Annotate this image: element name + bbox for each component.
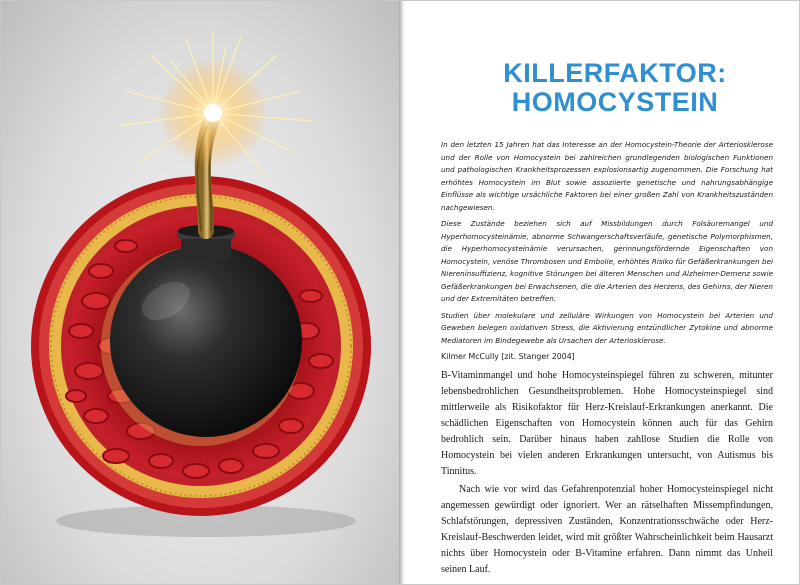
bomb	[110, 245, 302, 437]
body-paragraph: Nach wie vor wird das Gefahrenpotenzial hoher Homocysteinspiegel nicht angemessen gewürdigt oder ignoriert. Wer an rätselhaften Missempfindungen, Schlafstörungen, depressiven Zuständen, Konzentrationsschwäche oder Herz-Kreislauf-Beschwerden leidet, wird mit größter Wahrscheinlichkeit beim Hausarzt nichts über Homocystein oder B-Vitamine erfahren. Dann nimmt das Unheil seinen Lauf.	[441, 484, 773, 575]
body-paragraph: B-Vitaminmangel und hohe Homocysteinspiegel führen zu schweren, mitunter lebensbedrohlichen Gesundheitsproblemen. Hohe Homocysteinspiegel sind mittlerweile als Risikofaktor für Herz-Kreislauf-Erkrankungen anerkannt. Die schädlichen Eigenschaften von Homocystein können auch für das Gehirn bedrohlich sein. Darüber hinaus haben zahllose Studien die Rolle von Homocystein bei vielen anderen Erkrankungen untersucht, von Autismus bis Tinnitus.	[441, 370, 773, 477]
body-text	[441, 368, 773, 578]
intro-paragraph: In den letzten 15 Jahren hat das Interesse an der Homocystein-Theorie der Arteriosklerose und der Rolle von Homocystein bei zahlreichen grundlegenden biologischen Funktionen und pathologischen Krankheitsprozessen explosionsartig zugenommen. Die Forschung hat erhöhtes Homocystein im Blut sowie assoziierte genetische und nahrungsabhängige Einflüsse als wichtige ursächliche Faktoren bei einer großen Zahl von Krankheitszuständen nachgewiesen.	[441, 140, 773, 212]
title-line-2: HOMOCYSTEIN	[511, 87, 719, 117]
intro-citation: Kilmer McCully [zit. Stanger 2004]	[441, 352, 575, 361]
text-page	[405, 1, 799, 584]
intro-quote	[441, 139, 773, 368]
illustration-page	[1, 1, 401, 584]
bomb-in-artery-illustration	[1, 1, 401, 584]
page-title	[465, 59, 765, 117]
intro-paragraph: Studien über molekulare und zelluläre Wirkungen von Homocystein bei Arterien und Geweben belegen oxidativen Stress, die Aktivierung entzündlicher Zytokine und abnorme Mediatoren im Bindegewebe als Ursachen der Arteriosklerose.	[441, 310, 773, 345]
title-line-1: KILLERFAKTOR:	[503, 58, 727, 88]
spark-core	[204, 104, 222, 122]
intro-paragraph: Diese Zustände beziehen sich auf Missbildungen durch Folsäuremangel und Hyperhomocysteinämie, abnorme Schwangerschaftsverläufe, genetische Polymorphismen, die Hyperhomocysteinämie verursachen, gerinnungsfördernde Eigenschaften von Homocystein, venöse Thrombosen und Embolie, erhöhtes Risiko für Gefäßerkrankungen bei Niereninsuffizienz, kognitive Störungen bei älteren Menschen und Alzheimer-Demenz sowie Gefäßerkrankungen bei Erwachsenen, die die Arterien des Herzens, des Gehirns, der Nieren und der Extremitäten betreffen.	[441, 219, 773, 303]
